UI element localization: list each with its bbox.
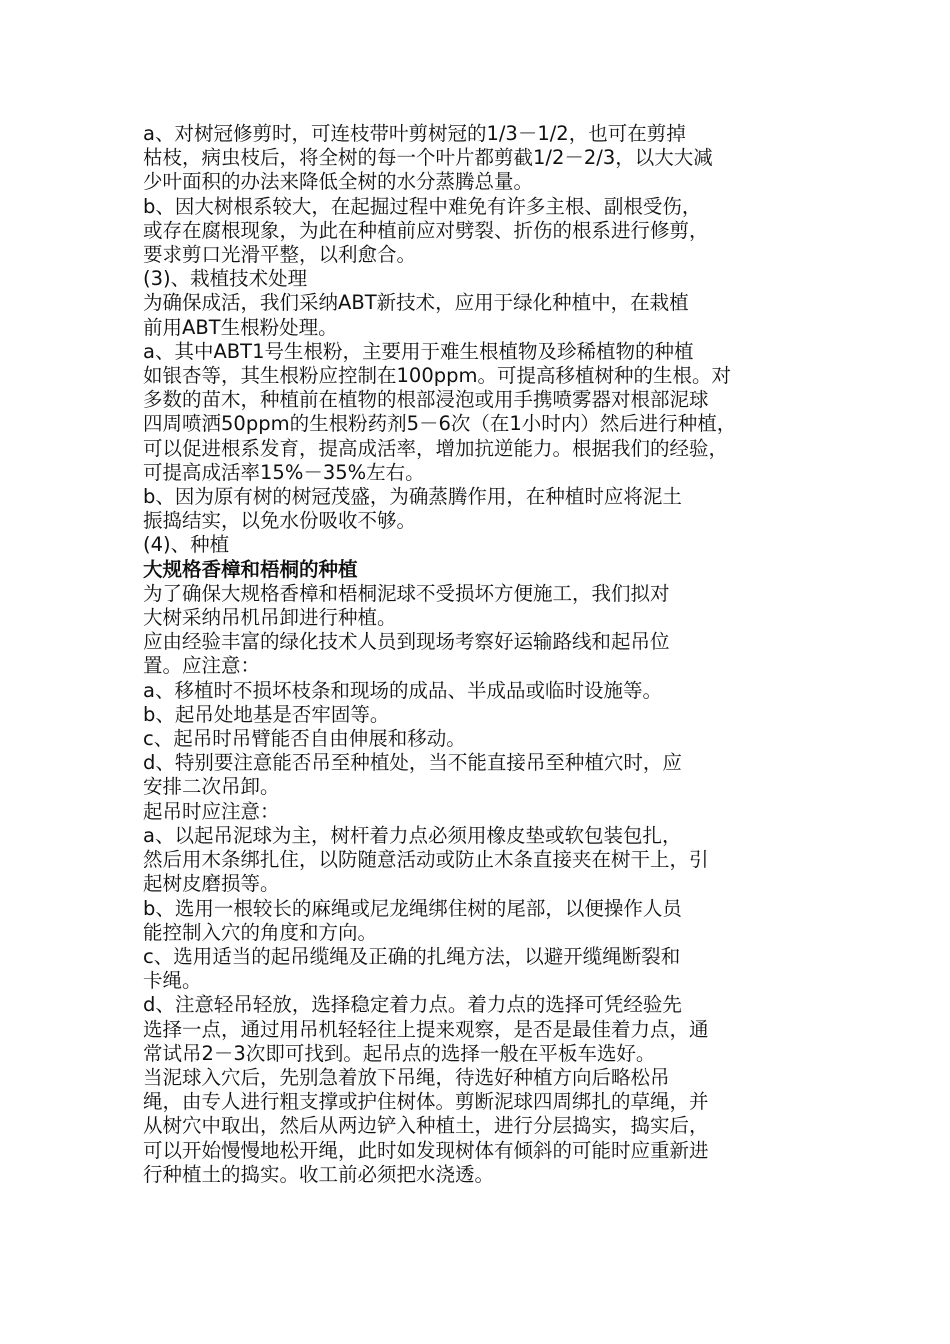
list-item-lifting-a: a、以起吊泥球为主，树杆着力点必须用橡皮垫或软包装包扎， 然后用木条绑扎住，以防随意活动或防止木条直接夹在树干上，引 起树皮磨损等。 [143,823,709,896]
section-heading-planting-treatment: (3)、栽植技术处理 [143,267,308,291]
paragraph-final-planting: 当泥球入穴后，先别急着放下吊绳，待选好种植方向后略松吊 绳，由专人进行粗支撑或护住树体。剪断泥球四周绑扎的草绳，并 从树穴中取出，然后从两边铲入种植土，进行分层捣实，捣实后， 可以开始慢慢地松开绳，此时如发现树体有倾斜的可能时应重新进 行种植土的捣实。收工前必须把水浇透。 [143,1065,709,1186]
document-page [143,122,823,1187]
paragraph-site-survey: 应由经验丰富的绿化技术人员到现场考察好运输路线和起吊位 置。应注意： [143,630,670,678]
list-item-lifting-b: b、选用一根较长的麻绳或尼龙绳绑住树的尾部，以便操作人员 能控制入穴的角度和方向。 [143,896,682,944]
paragraph-crane-method: 为了确保大规格香樟和梧桐泥球不受损坏方便施工，我们拟对 大树采纳吊机吊卸进行种植。 [143,581,670,630]
list-item-survey-a: a、移植时不损坏枝条和现场的成品、半成品或临时设施等。 [143,678,662,702]
paragraph-abt-intro: 为确保成活，我们采纳ABT新技术，应用于绿化种植中，在栽植 前用ABT生根粉处理。 [143,291,689,339]
list-item-survey-c: c、起吊时吊臂能否自由伸展和移动。 [143,727,466,751]
list-item-lifting-c: c、选用适当的起吊缆绳及正确的扎绳方法，以避开缆绳断裂和 卡绳。 [143,944,681,993]
paragraph-pruning-b: b、因大树根系较大，在起掘过程中难免有许多主根、副根受伤， 或存在腐根现象，为此在种植前应对劈裂、折伤的根系进行修剪， 要求剪口光滑平整，以利愈合。 [143,194,709,267]
list-item-lifting-d: d、注意轻吊轻放，选择稳定着力点。着力点的选择可凭经验先 选择一点，通过用吊机轻轻往上提来观察，是否是最佳着力点，通 常试吊2－3次即可找到。起吊点的选择一般在平板车选好。 [143,993,709,1065]
list-item-survey-b: b、起吊处地基是否牢固等。 [143,702,390,726]
paragraph-lifting-notes: 起吊时应注意： [143,799,280,823]
paragraph-abt-a: a、其中ABT1号生根粉，主要用于难生根植物及珍稀植物的种植 如银杏等，其生根粉应控制在100ppm。可提高移植树种的生根。对 多数的苗木，种植前在植物的根部浸泡或用手携喷雾器对根部泥球 四周喷洒50ppm的生根粉药剂5－6次（在1小时内）然后进行种植， 可以促进根系发育，提高成活率，增加抗逆能力。根据我们的经验， 可提高成活率15%－35%左右。 [143,339,737,484]
paragraph-abt-b: b、因为原有树的树冠茂盛，为确蒸腾作用，在种植时应将泥土 振捣结实，以免水份吸收不够。 [143,485,682,533]
paragraph-pruning-a: a、对树冠修剪时，可连枝带叶剪树冠的1/3－1/2，也可在剪掉 枯枝，病虫枝后，将全树的每一个叶片都剪截1/2－2/3，以大大减 少叶面积的办法来降低全树的水分蒸腾总量。 [143,122,713,194]
section-heading-planting: (4)、种植 [143,533,230,557]
list-item-survey-d: d、特别要注意能否吊至种植处，当不能直接吊至种植穴时，应 安排二次吊卸。 [143,751,682,799]
subheading-large-tree-planting: 大规格香樟和梧桐的种植 [143,557,358,581]
